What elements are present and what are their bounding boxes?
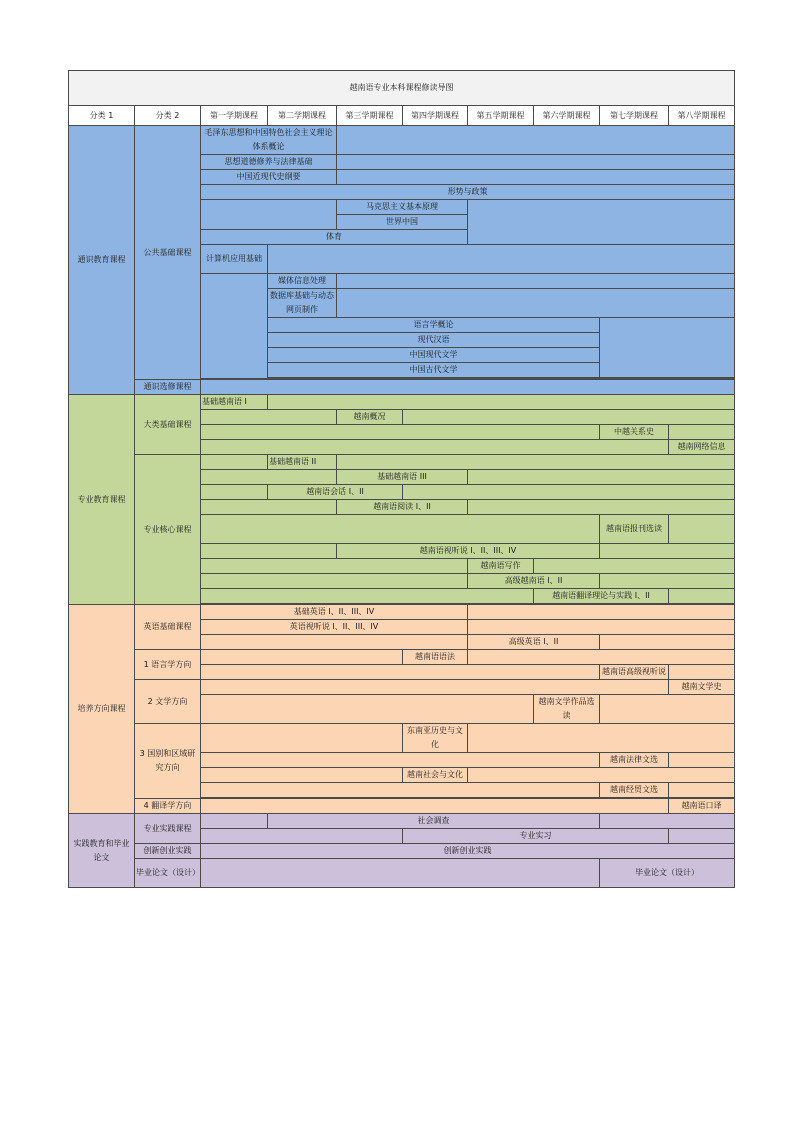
header-row — [69, 106, 735, 126]
subcategory-innovation: 创新创业实践 — [135, 844, 201, 859]
header-semester-4: 第四学期课程 — [403, 106, 468, 126]
header-semester-2: 第二学期课程 — [268, 106, 337, 126]
course-shujuku: 数据库基础与动态网页制作 — [268, 289, 337, 318]
course-falv: 越南法律文选 — [600, 753, 669, 768]
course-chuangxin: 创新创业实践 — [201, 844, 735, 859]
subcategory-public-basic: 公共基础课程 — [135, 126, 201, 380]
course-kouyi: 越南语口译 — [669, 799, 735, 814]
course-dongnanya: 东南亚历史与文化 — [403, 724, 468, 753]
course-baokan: 越南语报刊选读 — [600, 515, 669, 544]
subcategory-major-core: 专业核心课程 — [135, 455, 201, 605]
course-zhongyue: 中越关系史 — [600, 425, 669, 440]
course-shijie: 世界中国 — [337, 215, 468, 230]
header-semester-6: 第六学期课程 — [534, 106, 600, 126]
course-yuyanxue: 语言学概论 — [268, 318, 600, 333]
course-gaoji-shiting: 越南语高级视听说 — [600, 665, 669, 680]
course-eng-basic: 基础英语 I、II、III、IV — [201, 605, 468, 620]
course-gaikuang: 越南概况 — [337, 410, 403, 425]
course-jisuanji: 计算机应用基础 — [201, 245, 268, 274]
category-general-education: 通识教育课程 — [69, 126, 135, 395]
course-yuedu: 越南语阅读 I、II — [337, 500, 468, 515]
header-category-1: 分类 1 — [69, 106, 135, 126]
category-professional-education: 专业教育课程 — [69, 395, 135, 605]
course-gudai-wenxue: 中国古代文学 — [268, 363, 600, 378]
course-jindaishi: 中国近现代史纲要 — [201, 170, 337, 185]
curriculum-map — [68, 70, 734, 888]
course-tiyu: 体育 — [201, 230, 468, 245]
course-xiandai-wenxue: 中国现代文学 — [268, 348, 600, 363]
course-wenxueshi: 越南文学史 — [669, 680, 735, 695]
course-shiting: 越南语视听说 I、II、III、IV — [337, 544, 600, 559]
course-xiezuo: 越南语写作 — [468, 559, 534, 574]
course-shehui: 越南社会与文化 — [403, 768, 468, 783]
course-eng-listen: 英语视听说 I、II、III、IV — [201, 620, 468, 635]
subcategory-english-basic: 英语基础课程 — [135, 605, 201, 650]
subcategory-major-basic: 大类基础课程 — [135, 395, 201, 455]
page-title: 越南语专业本科课程修读导图 — [69, 71, 735, 106]
course-shixi: 专业实习 — [403, 829, 669, 844]
course-maogai: 毛泽东思想和中国特色社会主义理论体系概论 — [201, 126, 337, 155]
header-semester-1: 第一学期课程 — [201, 106, 268, 126]
course-sixiu: 思想道德修养与法律基础 — [201, 155, 337, 170]
header-semester-7: 第七学期课程 — [600, 106, 669, 126]
subcategory-translation: 4 翻译学方向 — [135, 799, 201, 814]
header-semester-3: 第三学期课程 — [337, 106, 403, 126]
subcategory-general-elective: 通识选修课程 — [135, 380, 201, 395]
subcategory-regional: 3 国别和区域研究方向 — [135, 724, 201, 799]
course-makesi: 马克思主义基本原理 — [337, 200, 468, 215]
header-category-2: 分类 2 — [135, 106, 201, 126]
subcategory-literature: 2 文学方向 — [135, 680, 201, 724]
course-diaocha: 社会调查 — [268, 814, 600, 829]
course-huihua: 越南语会话 I、II — [268, 485, 403, 500]
course-eng-adv: 高级英语 I、II — [468, 635, 600, 650]
course-hanyu: 现代汉语 — [268, 333, 600, 348]
course-wangluo: 越南网络信息 — [669, 440, 735, 455]
course-jichu-1: 基础越南语 I — [201, 395, 268, 410]
category-practice-thesis: 实践教育和毕业论文 — [69, 814, 135, 888]
course-gaoji: 高级越南语 I、II — [468, 574, 600, 589]
course-jingmao: 越南经贸文选 — [600, 783, 669, 798]
course-meiti: 媒体信息处理 — [268, 274, 337, 289]
header-semester-8: 第八学期课程 — [669, 106, 735, 126]
course-lunwen: 毕业论文（设计） — [600, 859, 735, 888]
course-jichu-3: 基础越南语 III — [337, 470, 468, 485]
course-xingshi: 形势与政策 — [201, 185, 735, 200]
category-training-direction: 培养方向课程 — [69, 605, 135, 814]
curriculum-table — [68, 70, 735, 888]
course-yufa: 越南语语法 — [403, 650, 468, 665]
header-semester-5: 第五学期课程 — [468, 106, 534, 126]
subcategory-thesis: 毕业论文（设计） — [135, 859, 201, 888]
course-jichu-2: 基础越南语 II — [268, 455, 337, 470]
subcategory-linguistics: 1 语言学方向 — [135, 650, 201, 680]
subcategory-professional-practice: 专业实践课程 — [135, 814, 201, 844]
course-fanyi: 越南语翻译理论与实践 I、II — [534, 589, 669, 604]
course-zuopin: 越南文学作品选读 — [534, 695, 600, 724]
